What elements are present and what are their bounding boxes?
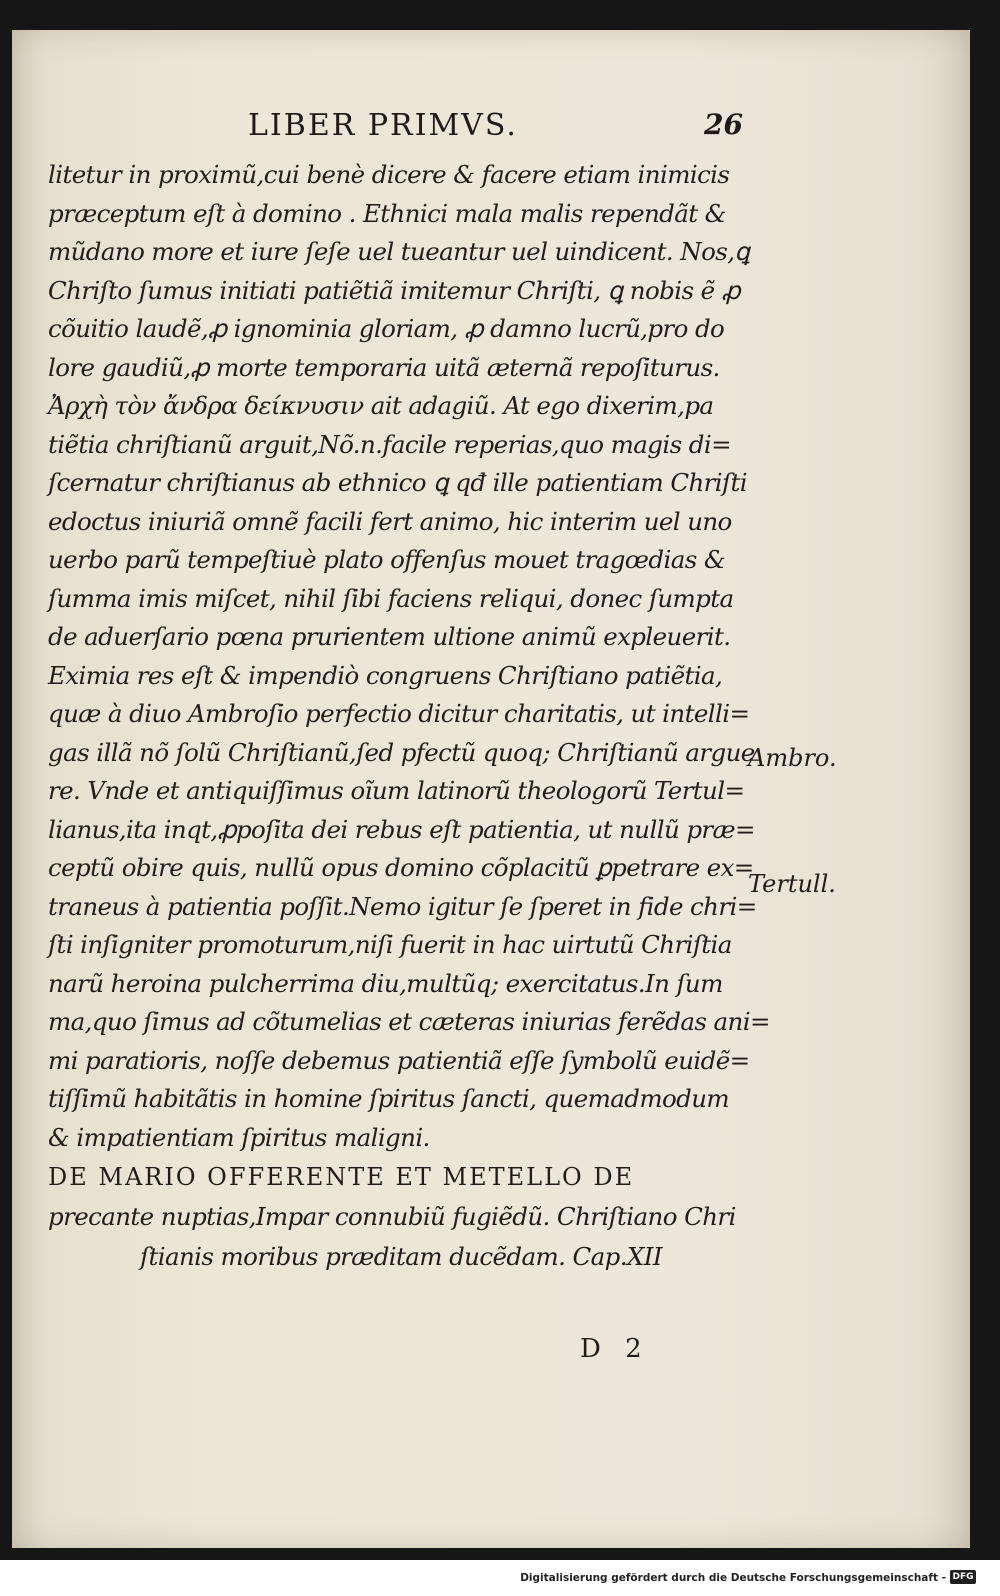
text-line: mũdano more et iure ſeſe uel tueantur uel uindicent. Nos,ꝗ [48, 237, 750, 266]
chapter-heading: DE MARIO OFFERENTE ET METELLO DE [48, 1163, 635, 1191]
text-line: & impatientiam ſpiritus maligni. [48, 1122, 430, 1152]
text-line: re. Vnde et antiquiſſimus oĩum latinorũ theologorũ Tertul= [48, 776, 745, 805]
text-line: narũ heroina pulcherrima diu,multũq; exercitatus.In ſum [48, 968, 723, 998]
margin-note-ambro: Ambro. [748, 744, 837, 772]
page-header [12, 108, 970, 148]
chapter-subtitle-line: ſtianis moribus præditam ducẽdam. Cap.XII [140, 1242, 662, 1271]
dfg-logo-icon: DFG [950, 1570, 976, 1584]
text-line: gas illã nõ ſolũ Chriſtianũ,ſed pfectũ quoq; Chriſtianũ argue [48, 737, 755, 767]
text-line: tiẽtia chriſtianũ arguit,Nõ.n.facile reperias,quo magis di= [48, 429, 731, 459]
text-line: lianus,ita inqt,ꝓpoſita dei rebus eſt patientia, ut nullũ præ= [48, 814, 755, 844]
text-line: edoctus iniuriã omnẽ facili fert animo, hic interim uel uno [48, 506, 732, 536]
text-line: ſumma imis miſcet, nihil ſibi faciens reliqui, donec ſumpta [48, 583, 734, 613]
text-line: traneus à patientia poſſit.Nemo igitur ſe ſperet in fide chri= [48, 891, 757, 921]
text-line: ceptũ obire quis, nullũ opus domino cõplacitũ ꝑpetrare ex= [48, 853, 754, 882]
body-text [48, 156, 770, 1277]
text-line: lore gaudiũ,ꝓ morte temporaria uitã æternã repoſiturus. [48, 352, 720, 382]
chapter-subtitle-line: precante nuptias,Impar connubiũ fugiẽdũ. Chriſtiano Chri [48, 1202, 736, 1231]
text-line: Ἀρχὴ τὸν ἄνδρα δείκνυσιν ait adagiũ. At ego dixerim,pa [48, 391, 714, 420]
text-line: ma,quo ſimus ad cõtumelias et cæteras iniurias ferẽdas ani= [48, 1007, 770, 1036]
text-line: mi paratioris, noſſe debemus patientiã eſſe ſymbolũ euidẽ= [48, 1045, 750, 1075]
running-title: LIBER PRIMVS. [248, 108, 518, 143]
text-line: præceptum eſt à domino . Ethnici mala malis rependãt & [48, 198, 726, 228]
text-line: tiſſimũ habitãtis in homine ſpiritus ſancti, quemadmodum [48, 1084, 730, 1113]
page-number: 26 [704, 108, 743, 141]
text-line: quæ à diuo Ambroſio perfectio dicitur charitatis, ut intelli= [48, 699, 750, 728]
text-line: cõuitio laudẽ,ꝓ ignominia gloriam, ꝓ damno lucrũ,pro do [48, 314, 725, 343]
text-line: ſcernatur chriſtianus ab ethnico ꝗ qđ ille patientiam Chriſti [48, 468, 747, 497]
text-line: uerbo parũ tempeſtiuè plato offenſus mouet tragœdias & [48, 545, 726, 574]
footer-bar [0, 1560, 1000, 1596]
signature-mark: D 2 [580, 1334, 650, 1364]
text-line: de aduerſario pœna prurientem ultione animũ expleuerit. [48, 622, 731, 651]
text-line: ſti inſigniter promoturum,niſi fuerit in hac uirtutũ Chriſtia [48, 930, 732, 959]
text-line: Chriſto ſumus initiati patiẽtiã imitemur Chriſti, ꝗ nobis ẽ ꝓ [48, 275, 741, 305]
text-line: Eximia res eſt & impendiò congruens Chriſtiano patiẽtia, [48, 660, 723, 690]
margin-note-tertull: Tertull. [748, 870, 836, 898]
text-line: litetur in proximũ,cui benè dicere & facere etiam inimicis [48, 160, 730, 189]
book-page [12, 30, 970, 1548]
funding-notice: Digitalisierung gefördert durch die Deutsche Forschungsgemeinschaft - [520, 1572, 946, 1584]
